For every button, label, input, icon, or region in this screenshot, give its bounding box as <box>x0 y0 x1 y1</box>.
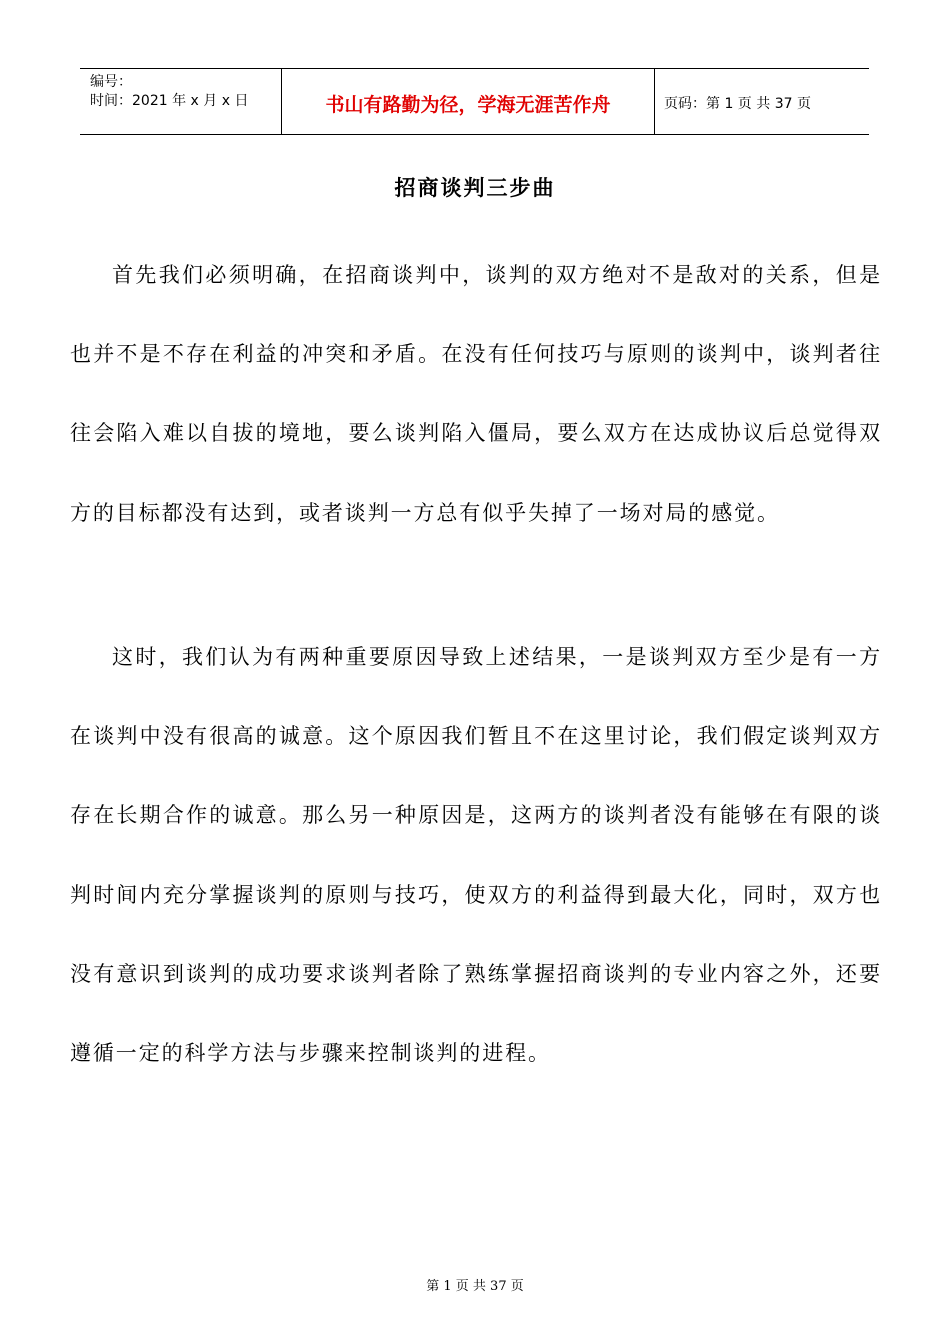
paragraph-text: 首先我们必须明确，在招商谈判中，谈判的双方绝对不是敌对的关系，但是也并不是不存在利益的冲突和矛盾。在没有任何技巧与原则的谈判中，谈判者往往会陷入难以自拔的境地，要么谈判陷入僵局，要么双方在达成协议后总觉得双方的目标都没有达到，或者谈判一方总有似乎失掉了一场对局的感觉。 <box>70 263 882 525</box>
header-meta <box>80 69 282 134</box>
header-page-info: 页码：第 1 页 共 37 页 <box>664 95 811 112</box>
body-paragraph-1 <box>70 236 882 553</box>
body-paragraph-2 <box>70 618 882 1093</box>
date-label: 时间：2021 年 x 月 x 日 <box>90 93 249 109</box>
document-header <box>80 68 869 135</box>
page-footer: 第 1 页 共 37 页 <box>426 1279 524 1294</box>
header-motto: 书山有路勤为径，学海无涯苦作舟 <box>282 69 655 134</box>
document-title: 招商谈判三步曲 <box>394 175 556 200</box>
paragraph-text: 这时，我们认为有两种重要原因导致上述结果，一是谈判双方至少是有一方在谈判中没有很高的诚意。这个原因我们暂且不在这里讨论，我们假定谈判双方存在长期合作的诚意。那么另一种原因是，这两方的谈判者没有能够在有限的谈判时间内充分掌握谈判的原则与技巧，使双方的利益得到最大化，同时，双方也没有意识到谈判的成功要求谈判者除了熟练掌握招商谈判的专业内容之外，还要遵循一定的科学方法与步骤来控制谈判的进程。 <box>70 645 882 1066</box>
number-label: 编号： <box>90 74 132 90</box>
